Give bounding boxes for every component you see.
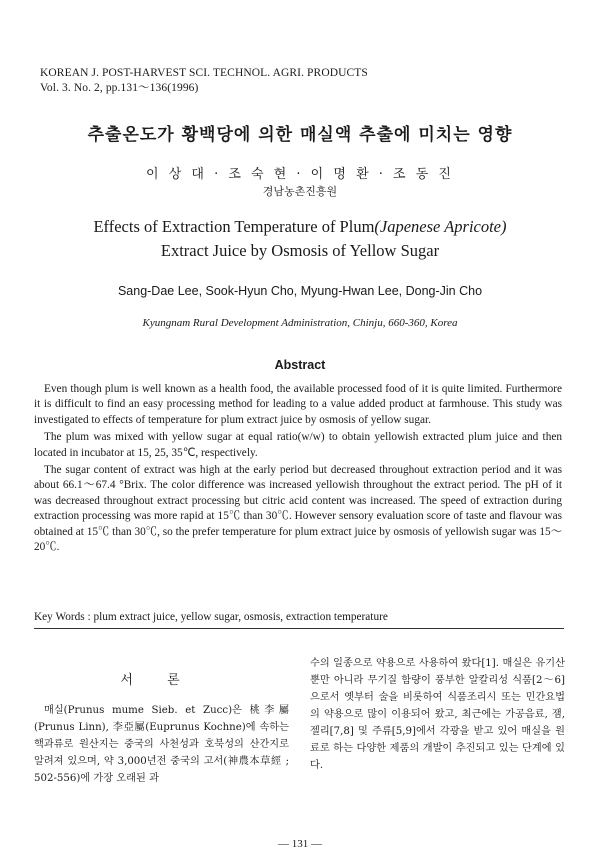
korean-affiliation: 경남농촌진흥원 bbox=[262, 185, 338, 198]
english-title-italic: (Japenese Apricote) bbox=[374, 217, 507, 236]
keywords: Key Words : plum extract juice, yellow sugar, osmosis, extraction temperature bbox=[34, 611, 388, 623]
intro-right-text: 수의 일종으로 약용으로 사용하여 왔다[1]. 매실은 유기산 뿐만 아니라 무기질 함량이 풍부한 알칼리성 식품[2～6]으로서 옛부터 술을 비롯하여 식품조리시 또는 민간요법의 약용으로 많이 이용되어 왔고, 최근에는 가공음료, 잼, 젤리[7,8] 및 주류[5,9]에서 각광을 받고 있어 매실을 원료로 하는 다양한 제품의 개발이 추진되고 있는 단계에 있다. bbox=[310, 658, 565, 771]
keywords-divider bbox=[34, 628, 564, 629]
intro-right-column bbox=[310, 655, 565, 774]
english-title-line1: Effects of Extraction Temperature of Plum bbox=[93, 217, 375, 236]
abstract-paragraph: Even though plum is well known as a health food, the available processed food of it is quite limited. Furthermore it is difficult to find an easy processing method for leading to a value added product at farmhouse. This study was investigated to effects of temperature for plum extract juice by osmosis of yellow sugar. bbox=[34, 383, 562, 426]
abstract-heading: Abstract bbox=[274, 358, 326, 372]
english-title bbox=[0, 215, 600, 263]
page-number: — 131 — bbox=[278, 838, 322, 850]
english-authors: Sang-Dae Lee, Sook-Hyun Cho, Myung-Hwan Lee, Dong-Jin Cho bbox=[117, 284, 483, 298]
journal-header bbox=[40, 66, 368, 96]
abstract-paragraph: The plum was mixed with yellow sugar at equal ratio(w/w) to obtain yellowish extracted plum juice and then located in incubator at 15, 25, 35℃, respectively. bbox=[34, 431, 562, 459]
intro-left-text: 매실(Prunus mume Sieb. et Zucc)은 桃李屬(Prunus Linn), 李亞屬(Euprunus Kochne)에 속하는 핵과류로 원산지는 중국의 사천성과 호북성의 산간지로 알려져 있으며, 약 3,000년전 중국의 고서(神農本草經 ; 502-556)에 가장 오래된 과 bbox=[34, 705, 289, 784]
abstract-paragraph: The sugar content of extract was high at the early period but decreased throughout extraction period and it was about 66.1～67.4 °Brix. The color difference was increased yellowish throughout the extract period. The pH of it was decreased throughout extract processing but citric acid content was increased. The speed of extraction during extraction processing was more rapid at 15℃ than 30℃. However sensory evaluation score of taste and flavour was obtained at 15℃ than 30℃, so the prefer temperature for plum extract juice by osmosis of yellowish sugar was 15～20℃. bbox=[34, 464, 562, 554]
korean-authors: 이 상 대 · 조 숙 현 · 이 명 환 · 조 동 진 bbox=[146, 167, 454, 182]
abstract-body bbox=[34, 382, 562, 557]
journal-name: KOREAN J. POST-HARVEST SCI. TECHNOL. AGRI. PRODUCTS bbox=[40, 67, 368, 79]
english-affiliation: Kyungnam Rural Development Administration, Chinju, 660-360, Korea bbox=[142, 317, 458, 329]
section-heading-introduction: 서 론 bbox=[120, 673, 180, 688]
intro-left-column bbox=[34, 702, 289, 787]
english-title-line2: Extract Juice by Osmosis of Yellow Sugar bbox=[160, 241, 440, 260]
korean-title: 추출온도가 황백당에 의한 매실액 추출에 미치는 영향 bbox=[87, 125, 513, 145]
journal-volume: Vol. 3. No. 2, pp.131～136(1996) bbox=[40, 82, 199, 94]
